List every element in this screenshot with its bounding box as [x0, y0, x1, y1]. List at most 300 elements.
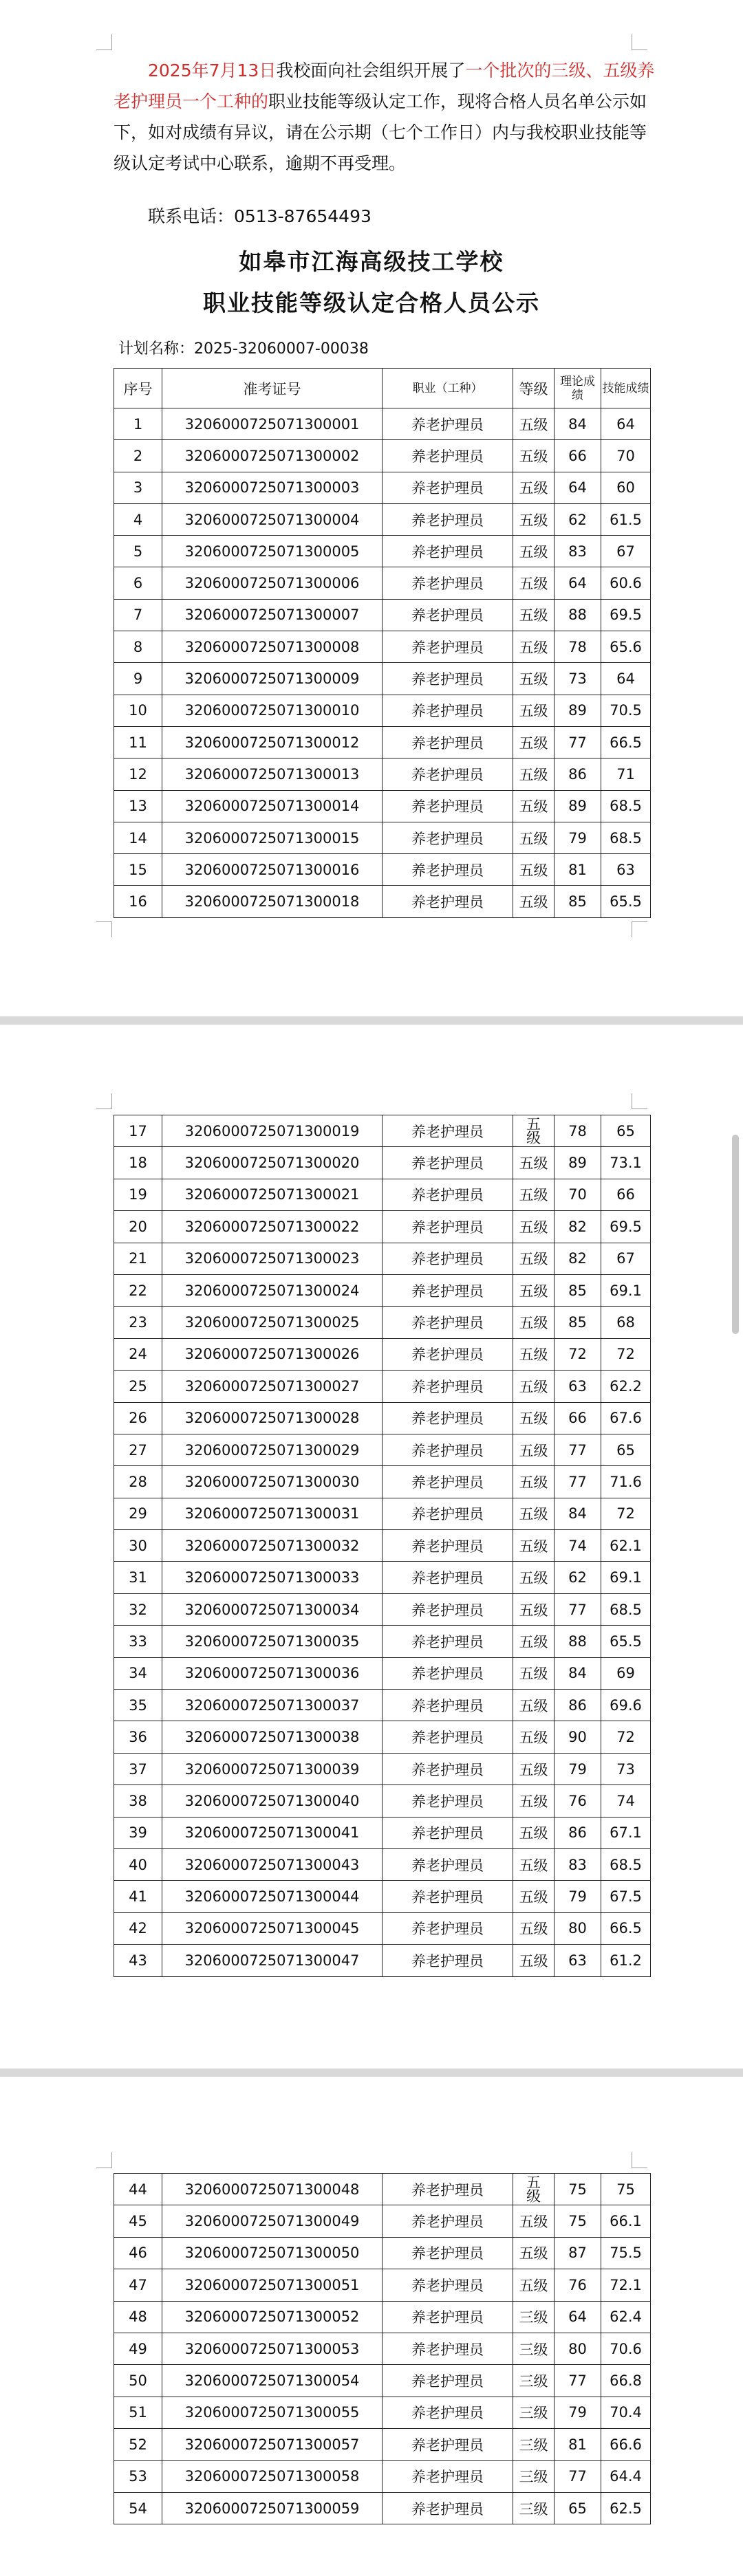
cell-no: 26 [114, 1402, 162, 1434]
table-row [114, 2460, 651, 2492]
cell-skill-score: 72 [601, 1498, 651, 1529]
cell-skill-score: 68.5 [601, 1848, 651, 1880]
table-row [114, 1466, 651, 1498]
cell-level: 五级 [513, 1338, 554, 1370]
cell-ticket-number: 3206000725071300047 [162, 1945, 383, 1976]
cell-skill-score: 70.5 [601, 695, 651, 726]
cell-level: 五级 [513, 1785, 554, 1817]
cell-ticket-number: 3206000725071300025 [162, 1307, 383, 1338]
cell-skill-score: 65.5 [601, 1626, 651, 1657]
cell-level: 五级 [513, 503, 554, 535]
cell-level: 五级 [513, 472, 554, 503]
cell-theory-score: 64 [554, 2301, 601, 2333]
cell-skill-score: 69.5 [601, 1211, 651, 1243]
cell-no: 15 [114, 854, 162, 886]
cell-level: 五级 [513, 854, 554, 886]
cell-skill-score: 63 [601, 854, 651, 886]
header-level: 等级 [513, 369, 554, 408]
table-row [114, 1498, 651, 1529]
cell-theory-score: 78 [554, 1115, 601, 1147]
cell-job: 养老护理员 [383, 2237, 513, 2269]
cell-job: 养老护理员 [383, 886, 513, 917]
table-row [114, 1593, 651, 1625]
cell-skill-score: 69.1 [601, 1562, 651, 1593]
cell-skill-score: 70.6 [601, 2333, 651, 2364]
cell-skill-score: 65.5 [601, 886, 651, 917]
cell-ticket-number: 3206000725071300010 [162, 695, 383, 726]
cell-theory-score: 88 [554, 1626, 601, 1657]
table-row [114, 1721, 651, 1753]
table-row [114, 536, 651, 567]
cell-theory-score: 77 [554, 1434, 601, 1465]
cell-no: 7 [114, 599, 162, 631]
cell-ticket-number: 3206000725071300019 [162, 1115, 383, 1147]
school-title: 如皋市江海高级技工学校 [239, 248, 504, 275]
table-row [114, 1945, 651, 1976]
cell-skill-score: 65 [601, 1115, 651, 1147]
cell-no: 39 [114, 1817, 162, 1848]
cell-level: 五级 [513, 2174, 554, 2205]
cell-theory-score: 62 [554, 503, 601, 535]
cell-ticket-number: 3206000725071300002 [162, 440, 383, 472]
page-corner-mark [96, 34, 112, 50]
cell-ticket-number: 3206000725071300040 [162, 1785, 383, 1817]
cell-ticket-number: 3206000725071300028 [162, 1402, 383, 1434]
cell-ticket-number: 3206000725071300009 [162, 663, 383, 695]
cell-ticket-number: 3206000725071300049 [162, 2205, 383, 2237]
cell-skill-score: 66 [601, 1179, 651, 1210]
cell-no: 20 [114, 1211, 162, 1243]
cell-no: 18 [114, 1147, 162, 1179]
cell-theory-score: 79 [554, 822, 601, 853]
cell-job: 养老护理员 [383, 1274, 513, 1306]
cell-theory-score: 77 [554, 1466, 601, 1498]
cell-level: 五级 [513, 1307, 554, 1338]
cell-skill-score: 72 [601, 1721, 651, 1753]
table-row [114, 1912, 651, 1944]
table-row [114, 440, 651, 472]
cell-job: 养老护理员 [383, 695, 513, 726]
cell-no: 32 [114, 1593, 162, 1625]
plan-name: 计划名称：2025-32060007-00038 [118, 340, 369, 358]
cell-ticket-number: 3206000725071300023 [162, 1243, 383, 1274]
cell-level: 五级 [513, 599, 554, 631]
cell-level: 五级 [513, 726, 554, 758]
cell-job: 养老护理员 [383, 1912, 513, 1944]
cell-no: 38 [114, 1785, 162, 1817]
cell-no: 43 [114, 1945, 162, 1976]
cell-no: 25 [114, 1371, 162, 1402]
cell-skill-score: 71.6 [601, 1466, 651, 1498]
cell-theory-score: 73 [554, 663, 601, 695]
cell-theory-score: 85 [554, 1307, 601, 1338]
cell-no: 44 [114, 2174, 162, 2205]
cell-job: 养老护理员 [383, 1626, 513, 1657]
cell-ticket-number: 3206000725071300055 [162, 2397, 383, 2428]
cell-job: 养老护理员 [383, 599, 513, 631]
cell-no: 30 [114, 1530, 162, 1562]
cell-no: 31 [114, 1562, 162, 1593]
cell-job: 养老护理员 [383, 2492, 513, 2524]
cell-skill-score: 61.5 [601, 503, 651, 535]
cell-job: 养老护理员 [383, 2397, 513, 2428]
cell-skill-score: 74 [601, 1785, 651, 1817]
document-page-1 [0, 0, 743, 1018]
cell-skill-score: 67.1 [601, 1817, 651, 1848]
cell-job: 养老护理员 [383, 2174, 513, 2205]
cell-level: 三级 [513, 2333, 554, 2364]
cell-theory-score: 62 [554, 1562, 601, 1593]
cell-job: 养老护理员 [383, 1338, 513, 1370]
cell-job: 养老护理员 [383, 1848, 513, 1880]
cell-skill-score: 62.2 [601, 1371, 651, 1402]
table-row [114, 2174, 651, 2205]
cell-level: 五级 [513, 1530, 554, 1562]
cell-ticket-number: 3206000725071300031 [162, 1498, 383, 1529]
cell-no: 17 [114, 1115, 162, 1147]
cell-level: 五级 [513, 1147, 554, 1179]
cell-level: 三级 [513, 2429, 554, 2460]
table-row [114, 854, 651, 886]
cell-skill-score: 68.5 [601, 790, 651, 822]
page-corner-mark [96, 2152, 112, 2168]
cell-no: 3 [114, 472, 162, 503]
table-row [114, 1147, 651, 1179]
cell-no: 48 [114, 2301, 162, 2333]
cell-skill-score: 66.8 [601, 2365, 651, 2397]
cell-skill-score: 67.5 [601, 1881, 651, 1912]
cell-theory-score: 79 [554, 2397, 601, 2428]
cell-no: 51 [114, 2397, 162, 2428]
cell-ticket-number: 3206000725071300015 [162, 822, 383, 853]
header-job: 职业（工种） [383, 369, 513, 408]
notice-highlight: 一个批次的三级、五级养老护理员一个工种的 [114, 61, 655, 111]
cell-ticket-number: 3206000725071300050 [162, 2237, 383, 2269]
cell-job: 养老护理员 [383, 1785, 513, 1817]
cell-no: 23 [114, 1307, 162, 1338]
cell-job: 养老护理员 [383, 2301, 513, 2333]
cell-theory-score: 86 [554, 1690, 601, 1721]
notice-paragraph [114, 55, 657, 179]
cell-job: 养老护理员 [383, 1115, 513, 1147]
table-row [114, 2269, 651, 2301]
cell-no: 46 [114, 2237, 162, 2269]
page-title: 职业技能等级认定合格人员公示 [203, 290, 540, 316]
cell-no: 45 [114, 2205, 162, 2237]
cell-no: 13 [114, 790, 162, 822]
cell-job: 养老护理员 [383, 1434, 513, 1465]
cell-job: 养老护理员 [383, 1657, 513, 1689]
table-row [114, 472, 651, 503]
cell-skill-score: 62.1 [601, 1530, 651, 1562]
notice-text-1: 我校面向社会组织开展了 [276, 61, 466, 80]
cell-theory-score: 83 [554, 536, 601, 567]
cell-no: 50 [114, 2365, 162, 2397]
cell-job: 养老护理员 [383, 1147, 513, 1179]
cell-level: 五级 [513, 1466, 554, 1498]
cell-ticket-number: 3206000725071300043 [162, 1848, 383, 1880]
cell-level: 五级 [513, 1498, 554, 1529]
cell-theory-score: 84 [554, 408, 601, 440]
cell-job: 养老护理员 [383, 1881, 513, 1912]
cell-theory-score: 82 [554, 1243, 601, 1274]
table-row [114, 1434, 651, 1465]
cell-level: 五级 [513, 1626, 554, 1657]
cell-ticket-number: 3206000725071300030 [162, 1466, 383, 1498]
cell-theory-score: 65 [554, 2492, 601, 2524]
cell-level: 五级 [513, 631, 554, 663]
table-row [114, 1562, 651, 1593]
cell-ticket-number: 3206000725071300003 [162, 472, 383, 503]
cell-ticket-number: 3206000725071300057 [162, 2429, 383, 2460]
cell-theory-score: 64 [554, 472, 601, 503]
cell-theory-score: 81 [554, 854, 601, 886]
cell-ticket-number: 3206000725071300044 [162, 1881, 383, 1912]
cell-skill-score: 68 [601, 1307, 651, 1338]
cell-level: 五级 [513, 1371, 554, 1402]
cell-theory-score: 66 [554, 1402, 601, 1434]
cell-no: 54 [114, 2492, 162, 2524]
cell-no: 9 [114, 663, 162, 695]
table-row [114, 1657, 651, 1689]
table-row [114, 1785, 651, 1817]
table-row [114, 599, 651, 631]
cell-no: 12 [114, 758, 162, 790]
cell-theory-score: 78 [554, 631, 601, 663]
page-corner-mark [632, 921, 647, 937]
cell-job: 养老护理员 [383, 1179, 513, 1210]
cell-no: 28 [114, 1466, 162, 1498]
cell-job: 养老护理员 [383, 440, 513, 472]
cell-skill-score: 64 [601, 663, 651, 695]
cell-no: 19 [114, 1179, 162, 1210]
table-row [114, 408, 651, 440]
cell-skill-score: 72 [601, 1338, 651, 1370]
cell-level: 五级 [513, 1912, 554, 1944]
cell-no: 14 [114, 822, 162, 853]
cell-ticket-number: 3206000725071300032 [162, 1530, 383, 1562]
table-row [114, 503, 651, 535]
cell-ticket-number: 3206000725071300029 [162, 1434, 383, 1465]
cell-level: 五级 [513, 1115, 554, 1147]
cell-level: 五级 [513, 1243, 554, 1274]
cell-skill-score: 70.4 [601, 2397, 651, 2428]
cell-theory-score: 63 [554, 1371, 601, 1402]
table-row [114, 2397, 651, 2428]
page-corner-mark [632, 1093, 647, 1109]
cell-level: 五级 [513, 536, 554, 567]
cell-theory-score: 70 [554, 1179, 601, 1210]
cell-ticket-number: 3206000725071300016 [162, 854, 383, 886]
table-row [114, 1817, 651, 1848]
cell-no: 53 [114, 2460, 162, 2492]
cell-skill-score: 64.4 [601, 2460, 651, 2492]
cell-job: 养老护理员 [383, 1211, 513, 1243]
cell-level: 五级 [513, 1434, 554, 1465]
cell-job: 养老护理员 [383, 2460, 513, 2492]
cell-job: 养老护理员 [383, 1466, 513, 1498]
contact-phone: 联系电话：0513-87654493 [148, 206, 372, 226]
cell-theory-score: 86 [554, 758, 601, 790]
cell-theory-score: 79 [554, 1753, 601, 1784]
cell-no: 8 [114, 631, 162, 663]
cell-job: 养老护理员 [383, 1593, 513, 1625]
cell-job: 养老护理员 [383, 1753, 513, 1784]
cell-no: 2 [114, 440, 162, 472]
cell-ticket-number: 3206000725071300034 [162, 1593, 383, 1625]
cell-theory-score: 82 [554, 1211, 601, 1243]
table-row [114, 1530, 651, 1562]
cell-ticket-number: 3206000725071300022 [162, 1211, 383, 1243]
cell-no: 6 [114, 567, 162, 599]
cell-ticket-number: 3206000725071300001 [162, 408, 383, 440]
cell-theory-score: 76 [554, 2269, 601, 2301]
table-row [114, 1753, 651, 1784]
cell-theory-score: 84 [554, 1498, 601, 1529]
cell-job: 养老护理员 [383, 2429, 513, 2460]
cell-skill-score: 69.6 [601, 1690, 651, 1721]
cell-theory-score: 89 [554, 695, 601, 726]
cell-no: 5 [114, 536, 162, 567]
cell-job: 养老护理员 [383, 1243, 513, 1274]
cell-level: 五级 [513, 886, 554, 917]
cell-skill-score: 73 [601, 1753, 651, 1784]
cell-ticket-number: 3206000725071300027 [162, 1371, 383, 1402]
table-row [114, 631, 651, 663]
cell-no: 49 [114, 2333, 162, 2364]
cell-ticket-number: 3206000725071300033 [162, 1562, 383, 1593]
cell-skill-score: 61.2 [601, 1945, 651, 1976]
cell-skill-score: 60.6 [601, 567, 651, 599]
table-row [114, 2492, 651, 2524]
cell-no: 11 [114, 726, 162, 758]
cell-ticket-number: 3206000725071300051 [162, 2269, 383, 2301]
cell-theory-score: 80 [554, 2333, 601, 2364]
cell-theory-score: 90 [554, 1721, 601, 1753]
table-row [114, 1211, 651, 1243]
cell-no: 16 [114, 886, 162, 917]
cell-ticket-number: 3206000725071300039 [162, 1753, 383, 1784]
cell-level: 五级 [513, 2269, 554, 2301]
table-row [114, 1179, 651, 1210]
cell-theory-score: 77 [554, 726, 601, 758]
results-table-page-2 [114, 1115, 651, 1977]
cell-no: 10 [114, 695, 162, 726]
table-row [114, 2333, 651, 2364]
cell-job: 养老护理员 [383, 1690, 513, 1721]
cell-level: 五级 [513, 1402, 554, 1434]
cell-theory-score: 77 [554, 2460, 601, 2492]
cell-skill-score: 65.6 [601, 631, 651, 663]
cell-skill-score: 73.1 [601, 1147, 651, 1179]
cell-ticket-number: 3206000725071300037 [162, 1690, 383, 1721]
cell-skill-score: 75 [601, 2174, 651, 2205]
cell-job: 养老护理员 [383, 2365, 513, 2397]
cell-ticket-number: 3206000725071300007 [162, 599, 383, 631]
cell-level: 五级 [513, 2205, 554, 2237]
cell-ticket-number: 3206000725071300052 [162, 2301, 383, 2333]
cell-skill-score: 60 [601, 472, 651, 503]
cell-job: 养老护理员 [383, 822, 513, 853]
cell-theory-score: 85 [554, 1274, 601, 1306]
table-row [114, 1115, 651, 1147]
cell-skill-score: 67 [601, 536, 651, 567]
cell-job: 养老护理员 [383, 1498, 513, 1529]
cell-no: 1 [114, 408, 162, 440]
table-row [114, 790, 651, 822]
scrollbar-thumb[interactable] [732, 1135, 739, 1334]
cell-theory-score: 72 [554, 1338, 601, 1370]
cell-theory-score: 86 [554, 1817, 601, 1848]
page-corner-mark [96, 1093, 112, 1109]
cell-ticket-number: 3206000725071300036 [162, 1657, 383, 1689]
cell-level: 三级 [513, 2460, 554, 2492]
cell-theory-score: 83 [554, 1848, 601, 1880]
table-row [114, 886, 651, 917]
cell-ticket-number: 3206000725071300018 [162, 886, 383, 917]
cell-ticket-number: 3206000725071300014 [162, 790, 383, 822]
cell-job: 养老护理员 [383, 1945, 513, 1976]
cell-skill-score: 66.5 [601, 1912, 651, 1944]
cell-level: 五级 [513, 1690, 554, 1721]
notice-date: 2025年7月13日 [148, 61, 277, 80]
document-page-3 [0, 2077, 743, 2576]
cell-no: 24 [114, 1338, 162, 1370]
table-row [114, 567, 651, 599]
cell-job: 养老护理员 [383, 472, 513, 503]
cell-job: 养老护理员 [383, 758, 513, 790]
cell-ticket-number: 3206000725071300020 [162, 1147, 383, 1179]
cell-theory-score: 64 [554, 567, 601, 599]
cell-ticket-number: 3206000725071300041 [162, 1817, 383, 1848]
table-row [114, 758, 651, 790]
cell-level: 三级 [513, 2365, 554, 2397]
cell-job: 养老护理员 [383, 854, 513, 886]
cell-level: 五级 [513, 758, 554, 790]
table-row [114, 1307, 651, 1338]
cell-ticket-number: 3206000725071300059 [162, 2492, 383, 2524]
table-row [114, 1626, 651, 1657]
cell-skill-score: 75.5 [601, 2237, 651, 2269]
cell-ticket-number: 3206000725071300058 [162, 2460, 383, 2492]
cell-theory-score: 63 [554, 1945, 601, 1976]
cell-no: 35 [114, 1690, 162, 1721]
table-row [114, 1848, 651, 1880]
cell-job: 养老护理员 [383, 1371, 513, 1402]
table-row [114, 1371, 651, 1402]
cell-skill-score: 69.1 [601, 1274, 651, 1306]
cell-ticket-number: 3206000725071300053 [162, 2333, 383, 2364]
table-row [114, 2429, 651, 2460]
page-corner-mark [632, 2152, 647, 2168]
cell-level: 五级 [513, 1274, 554, 1306]
table-row [114, 663, 651, 695]
cell-ticket-number: 3206000725071300005 [162, 536, 383, 567]
cell-skill-score: 62.5 [601, 2492, 651, 2524]
cell-job: 养老护理员 [383, 567, 513, 599]
cell-job: 养老护理员 [383, 503, 513, 535]
cell-level: 五级 [513, 695, 554, 726]
cell-no: 29 [114, 1498, 162, 1529]
cell-theory-score: 85 [554, 886, 601, 917]
cell-job: 养老护理员 [383, 408, 513, 440]
cell-level: 五级 [513, 408, 554, 440]
cell-theory-score: 89 [554, 1147, 601, 1179]
cell-skill-score: 70 [601, 440, 651, 472]
cell-job: 养老护理员 [383, 1402, 513, 1434]
cell-skill-score: 69.5 [601, 599, 651, 631]
cell-theory-score: 76 [554, 1785, 601, 1817]
